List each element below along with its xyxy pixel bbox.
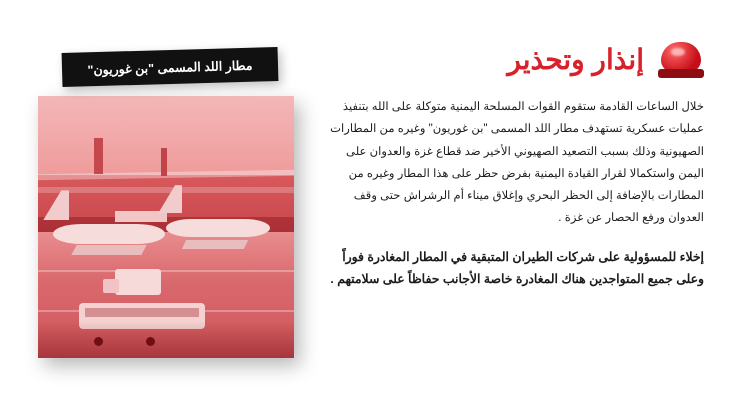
image-caption-ribbon	[62, 47, 279, 87]
text-column	[318, 40, 704, 307]
photo-aircraft-wing	[71, 245, 146, 255]
title-row	[318, 40, 704, 80]
photo-foreground-shadow	[38, 321, 294, 358]
photo-apron-line	[38, 270, 294, 272]
photo-control-tower	[94, 138, 103, 174]
statement-paragraph-2: إخلاء للمسؤولية على شركات الطيران المتبقية في المطار المغادرة فوراً وعلى جميع المتواجدين هناك المغادرة خاصة الأجانب حفاظاً على سلامتهم .	[330, 249, 704, 287]
image-caption-text: مطار اللد المسمى "بن غوريون"	[87, 58, 253, 77]
page-title: إنذار وتحذير	[507, 44, 644, 75]
alarm-dome	[661, 42, 701, 72]
photo-bus-windows	[85, 308, 199, 317]
alarm-glow	[671, 48, 685, 56]
statement-paragraph-1: خلال الساعات القادمة ستقوم القوات المسلحة اليمنية متوكلة على الله بتنفيذ عمليات عسكرية تستهدف مطار اللد المسمى "بن غوريون" وغيره من المطارات الصهيونية وذلك بسبب التصعيد الصهيوني الأخير ضد قطاع غزة والعدوان على اليمن واستكمالا لقرار القيادة اليمنية بفرض حظر على هذا المطار وغيره من المطارات بالإضافة إلى الحظر البحري وإغلاق ميناء أم الرشراش حتى وقف العدوان ورفع الحصار عن غزة .	[330, 100, 704, 225]
airport-photo	[38, 96, 294, 358]
airport-photo-card	[38, 96, 294, 358]
alarm-base	[658, 69, 704, 78]
photo-aircraft-wing	[182, 240, 248, 249]
photo-aircraft	[166, 219, 270, 237]
photo-aircraft	[53, 224, 165, 244]
photo-service-truck	[115, 269, 161, 295]
alarm-light-icon	[658, 40, 704, 80]
photo-mast	[161, 148, 167, 176]
